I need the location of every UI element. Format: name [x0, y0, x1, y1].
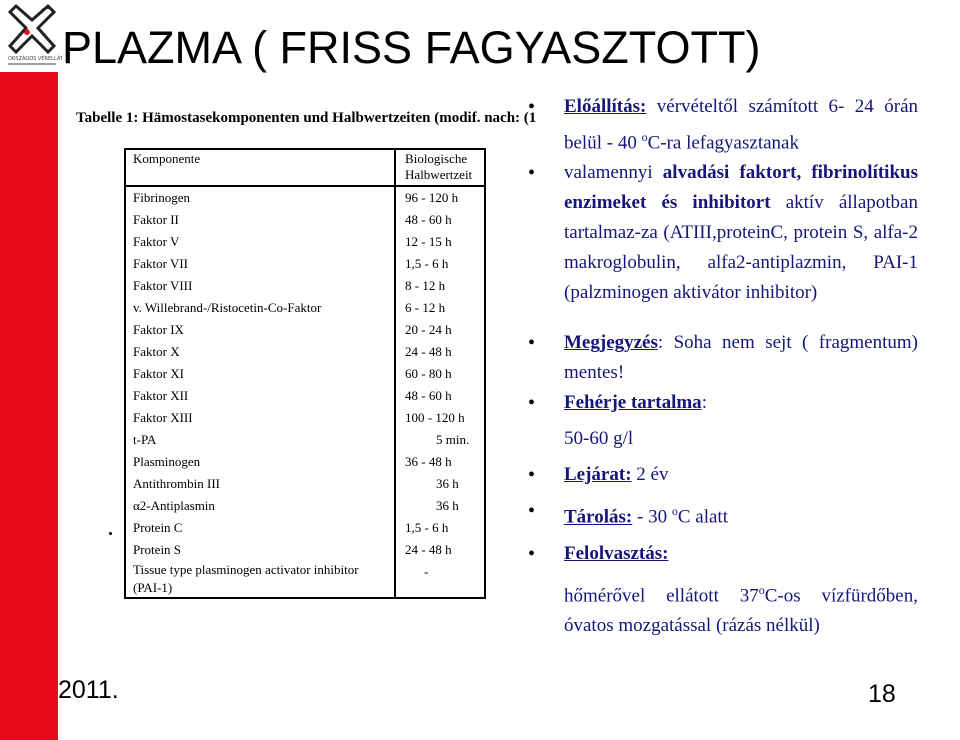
table-cell-component: Faktor XII — [125, 385, 395, 407]
table-cell-component: Faktor VII — [125, 253, 395, 275]
storage-sup: o — [671, 504, 678, 519]
table-cell-component: Faktor XIII — [125, 407, 395, 429]
table-cell-halflife: 24 - 48 h — [395, 539, 485, 561]
table-cell-component: Faktor V — [125, 231, 395, 253]
expiry-text: 2 év — [631, 464, 669, 486]
table-row — [125, 341, 485, 363]
note-label: Megjegyzés — [564, 332, 658, 354]
footer-year: 2011. — [58, 676, 119, 704]
table-row — [125, 209, 485, 231]
bullet-protein — [526, 388, 918, 418]
header-component: Komponente — [125, 149, 395, 186]
thawing-text — [526, 575, 918, 641]
table-row — [125, 407, 485, 429]
contents-bold: alvadási faktort, fibrinolítikus enzimeket és inhibitort — [564, 162, 918, 214]
production-tail: C-ra lefagyasztanak — [647, 132, 799, 154]
halflife-table — [124, 148, 486, 599]
table-row — [125, 495, 485, 517]
table-row — [125, 517, 485, 539]
table-row — [125, 297, 485, 319]
table-row — [125, 186, 485, 209]
slide-title: PLAZMA ( FRISS FAGYASZTOTT) — [62, 22, 761, 73]
expiry-label: Lejárat: — [564, 464, 632, 486]
protein-colon: : — [701, 392, 707, 414]
table-cell-halflife: 96 - 120 h — [395, 186, 485, 209]
table-cell-halflife: 36 h — [395, 495, 485, 517]
table-cell-component: Faktor XI — [125, 363, 395, 385]
pai-line2: (PAI-1) — [133, 580, 173, 595]
table-row — [125, 429, 485, 451]
page-number: 18 — [868, 680, 896, 708]
table-cell-component: Faktor II — [125, 209, 395, 231]
table-cell-component: Protein C — [125, 517, 395, 539]
table-cell-component: t-PA — [125, 429, 395, 451]
note-text: : Soha nem sejt ( fragmentum) mentes! — [564, 332, 918, 384]
table-cell-halflife: 48 - 60 h — [395, 209, 485, 231]
bullet-list — [526, 92, 918, 641]
thawing-sup: o — [758, 582, 765, 597]
production-text: vérvételtől számított 6- 24 órán belül - 40 — [564, 96, 918, 154]
bullet-storage — [526, 496, 918, 532]
table-row — [125, 275, 485, 297]
table-cell-component: v. Willebrand-/Ristocetin-Co-Faktor — [125, 297, 395, 319]
table-cell-halflife: 100 - 120 h — [395, 407, 485, 429]
thawing-text-a: hőmérővel ellátott 37 — [564, 584, 759, 606]
header-halflife — [395, 149, 485, 186]
table-row — [125, 473, 485, 495]
table-caption: Tabelle 1: Hämostasekomponenten und Halbwertzeiten (modif. nach: (1 — [76, 110, 537, 126]
table-cell-component: Protein S — [125, 539, 395, 561]
table-row — [125, 319, 485, 341]
table-row — [125, 385, 485, 407]
table-row — [125, 231, 485, 253]
production-label: Előállítás: — [564, 96, 647, 117]
storage-tail: C alatt — [677, 506, 728, 528]
table-cell-halflife: 8 - 12 h — [395, 275, 485, 297]
table-cell-halflife: 6 - 12 h — [395, 297, 485, 319]
blood-service-logo — [2, 2, 62, 72]
table-row — [125, 253, 485, 275]
logo-text: ORSZÁGOS VÉRELLÁT — [8, 56, 62, 62]
red-side-bar — [0, 72, 58, 740]
table-header-row — [125, 149, 485, 186]
table-cell-halflife: 1,5 - 6 h — [395, 253, 485, 275]
contents-text-b: aktív állapotban tartalmaz-za (ATIII,proteinC, protein S, alfa-2 makroglobulin, alfa2-antiplazmin, PAI-1 (palzminogen aktivátor inhibitor) — [564, 192, 918, 304]
table-cell-halflife: 48 - 60 h — [395, 385, 485, 407]
table-cell-halflife: 1,5 - 6 h — [395, 517, 485, 539]
table-row — [125, 451, 485, 473]
table-cell-component — [125, 561, 395, 598]
pai-line1: Tissue type plasminogen activator inhibitor — [133, 562, 359, 577]
bullet-thawing — [526, 539, 918, 569]
protein-label: Fehérje tartalma — [564, 392, 702, 414]
table-row — [125, 539, 485, 561]
thawing-label: Felolvasztás: — [564, 542, 669, 564]
production-sup: o — [641, 130, 648, 144]
table-cell-halflife: 12 - 15 h — [395, 231, 485, 253]
header-halflife-line1: Biologische — [405, 151, 468, 166]
table-cell-halflife: 36 - 48 h — [395, 451, 485, 473]
table-cell-component: Fibrinogen — [125, 186, 395, 209]
table-row — [125, 363, 485, 385]
bullet-production — [526, 92, 918, 158]
header-halflife-line2: Halbwertzeit — [405, 167, 473, 182]
bullet-contents — [526, 158, 918, 308]
table-cell-halflife: 24 - 48 h — [395, 341, 485, 363]
stray-dot — [109, 532, 112, 535]
table-cell-component: Antithrombin III — [125, 473, 395, 495]
table-cell-component: Faktor X — [125, 341, 395, 363]
bullet-expiry — [526, 460, 918, 490]
table-cell-component: Faktor VIII — [125, 275, 395, 297]
table-cell-component: Faktor IX — [125, 319, 395, 341]
storage-label: Tárolás: — [564, 506, 633, 528]
table-cell-halflife: 5 min. — [395, 429, 485, 451]
table-cell-halflife: 60 - 80 h — [395, 363, 485, 385]
protein-value: 50-60 g/l — [564, 428, 634, 450]
storage-text: - 30 — [632, 506, 672, 528]
table-cell-component: Plasminogen — [125, 451, 395, 473]
table-row — [125, 561, 485, 598]
bullet-note — [526, 328, 918, 388]
table-cell-halflife: 20 - 24 h — [395, 319, 485, 341]
table-cell-halflife: - — [395, 561, 485, 598]
table-cell-halflife: 36 h — [395, 473, 485, 495]
contents-text-a: valamennyi — [564, 162, 663, 184]
thawing-text-b: C-os vízfürdőben, óvatos mozgatással (rázás nélkül) — [564, 584, 918, 636]
table-cell-component: α2-Antiplasmin — [125, 495, 395, 517]
